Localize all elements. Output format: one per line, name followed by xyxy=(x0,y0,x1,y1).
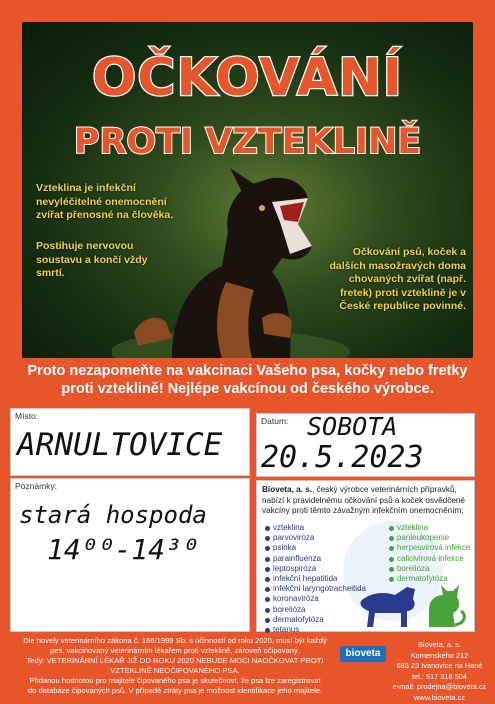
title-line-2: PROTI VZTEKLINĚ xyxy=(73,122,422,162)
address-line-1: Bioveta, a. s. xyxy=(418,640,461,649)
list-item: parainfluenza xyxy=(265,554,366,564)
dog-vaccine-list xyxy=(265,523,366,635)
date-label: Datum: xyxy=(261,416,289,426)
hero-text-left-1: Vzteklina je infekční nevyléčitelné onemocnění zvířat přenosné na člověka. xyxy=(36,182,174,221)
list-item: calicivirová infekce xyxy=(389,554,470,564)
banner-line-1: Proto nezapomeňte na vakcinaci Vašeho psa, kočky nebo fretky xyxy=(27,363,468,379)
address-line-3: 683 23 Ivanovice na Hané xyxy=(396,661,483,671)
legal-line-6: do databáze čipovaných psů. V případě ztráty psa je možnost identifikace jeho majitele. xyxy=(27,686,323,695)
address-line-4: tel.: 517 318 504 xyxy=(411,671,468,681)
list-item: panleukopenie xyxy=(389,533,470,543)
hero-photo-panel xyxy=(22,22,473,358)
hero-text-left-2: Postihuje nervovou soustavu a končí vždy smrtí. xyxy=(36,240,148,279)
list-item: herpesvirová infekce xyxy=(389,543,470,553)
list-item: infekční laryngotracheitida xyxy=(265,584,366,594)
legal-line-3: Tedy: VETERINÁRNÍ LÉKAŘ JIŽ OD ROKU 2020 NEBUDE MOCI NAOČKOVAT PROTI xyxy=(26,656,324,665)
notes-label: Poznámky: xyxy=(15,481,58,491)
dog-and-cat-silhouette-icon xyxy=(355,581,467,631)
list-item: vzteklina xyxy=(265,523,366,533)
notes-value-place: stará hospoda xyxy=(19,501,207,529)
list-item: infekční hepatitida xyxy=(265,574,366,584)
vaccine-info-box xyxy=(256,480,475,635)
company-address xyxy=(392,640,487,704)
hero-text-right: Očkování psů, koček a dalších masožravých doma chovaných zvířat (např. fretek) proti vzteklině je v České republice povinné. xyxy=(329,246,466,312)
address-line-2: Komenského 212 xyxy=(410,650,469,660)
list-item: leptospiróza xyxy=(265,564,366,574)
legal-line-5: Přidanou hodnotou pro majitele čipovaného psa je skutečnost, že psa lze zaregistrovat xyxy=(29,676,321,685)
cat-vaccine-list xyxy=(389,523,470,584)
notes-value-time: 14⁰⁰-14³⁰ xyxy=(47,533,199,566)
legal-line-2: pes, vakcinovaný veterinárním lékařem proti vzteklině, zároveň očipovaný. xyxy=(50,646,300,655)
info-intro-company: Bioveta, a. s. xyxy=(262,485,313,494)
title-line-1: OČKOVÁNÍ xyxy=(92,48,403,108)
reminder-banner xyxy=(0,362,495,398)
banner-line-2: proti vzteklině! Nejlépe vakcínou od českého výrobce. xyxy=(61,381,434,397)
legal-line-1: Dle novely veterinárního zákona č. 166/1999 Sb. s účinností od roku 2020, musí být každý xyxy=(23,636,327,645)
address-email[interactable]: e-mail: prodejna@bioveta.cz xyxy=(392,682,487,692)
date-value-day: SOBOTA xyxy=(307,412,398,441)
place-value: ARNULTOVICE xyxy=(17,427,223,463)
list-item: dermatofytóza xyxy=(389,574,470,584)
address-website[interactable]: www.bioveta.cz xyxy=(414,692,465,702)
list-item: tetanus xyxy=(265,625,366,635)
list-item: vzteklina xyxy=(389,523,470,533)
notes-box xyxy=(10,478,250,632)
list-item: borelióza xyxy=(389,564,470,574)
bioveta-logo: bioveta xyxy=(340,646,386,662)
list-item: borelióza xyxy=(265,605,366,615)
list-item: koronaviróza xyxy=(265,594,366,604)
date-box xyxy=(256,413,475,477)
date-value-date: 20.5.2023 xyxy=(261,440,424,475)
list-item: dermatofytóza xyxy=(265,615,366,625)
list-item: parvoviróza xyxy=(265,533,366,543)
place-box xyxy=(10,408,250,476)
info-intro-text: , český výrobce veterinárních přípravků, nabízí k pravidelnému očkování psů a koček osvědčené vakcíny proti těmto závažným infekčním onemocněním: xyxy=(262,485,465,515)
legal-notice xyxy=(22,636,328,696)
place-label: Místo: xyxy=(15,411,39,421)
info-intro xyxy=(262,485,470,517)
legal-line-4: VZTEKLINĚ NEOČIPOVANÉHO PSA. xyxy=(110,666,240,675)
list-item: psinka xyxy=(265,543,366,553)
